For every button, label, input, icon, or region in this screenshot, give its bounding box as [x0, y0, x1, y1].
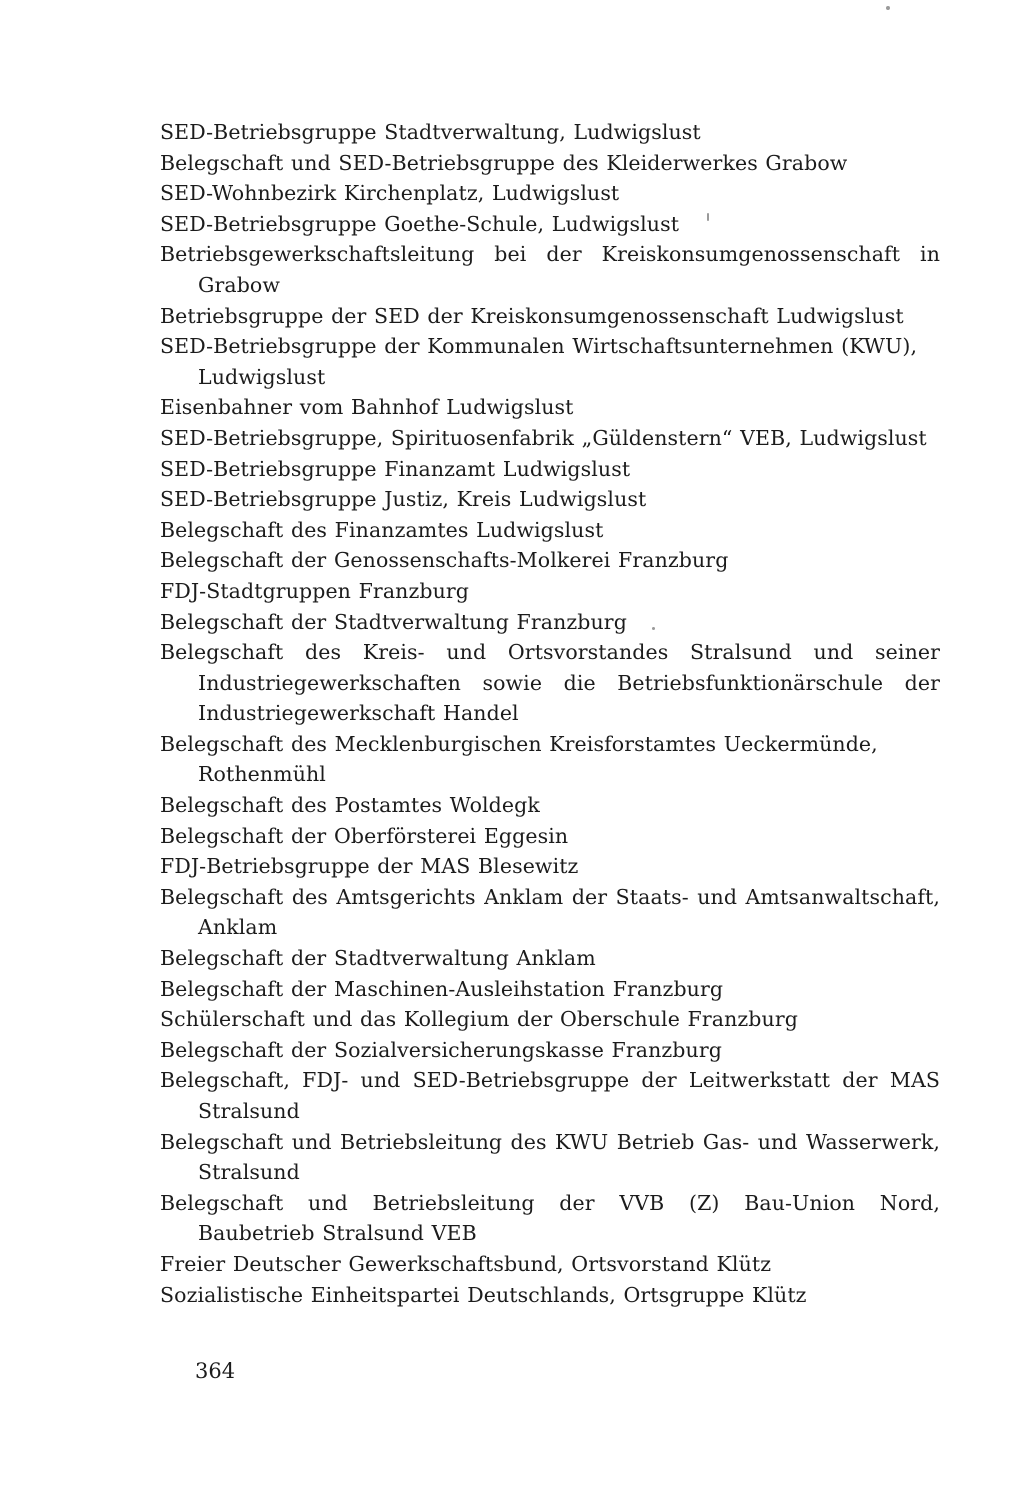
page-number: 364 — [195, 1359, 236, 1383]
list-item: SED-Betriebsgruppe der Kommunalen Wirtschaftsunternehmen (KWU), Ludwigslust — [160, 334, 918, 389]
list-item: SED-Betriebsgruppe Finanzamt Ludwigslust — [160, 456, 631, 481]
list-item: Belegschaft des Finanzamtes Ludwigslust — [160, 517, 604, 542]
list-item: Belegschaft der Oberförsterei Eggesin — [160, 823, 569, 848]
list-item: Belegschaft des Kreis- und Ortsvorstandes Stralsund und seiner Industriegewerkschaften sowie die Betriebsfunktionärschule der Industriegewerkschaft Handel — [160, 640, 940, 726]
list-item: Betriebsgruppe der SED der Kreiskonsumgenossenschaft Ludwigslust — [160, 303, 904, 328]
list-item: Belegschaft des Amtsgerichts Anklam der Staats- und Amtsanwaltschaft, Anklam — [160, 884, 940, 940]
list-item: Betriebsgewerkschaftsleitung bei der Kreiskonsumgenossenschaft in Grabow — [160, 242, 940, 297]
list-item: Eisenbahner vom Bahnhof Ludwigslust — [160, 395, 574, 420]
list-item: Belegschaft und Betriebsleitung der VVB (Z) Bau-Union Nord, Baubetrieb Stralsund VEB — [160, 1190, 940, 1246]
list-item: Belegschaft der Maschinen-Ausleihstation Franzburg — [160, 976, 724, 1001]
list-item: Belegschaft, FDJ- und SED-Betriebsgruppe der Leitwerkstatt der MAS Stralsund — [160, 1068, 940, 1123]
list-item: Sozialistische Einheitspartei Deutschlands, Ortsgruppe Klütz — [160, 1282, 807, 1307]
list-item: Freier Deutscher Gewerkschaftsbund, Ortsvorstand Klütz — [160, 1251, 772, 1276]
scan-speck — [886, 6, 890, 10]
list-item: Belegschaft und Betriebsleitung des KWU Betrieb Gas- und Wasserwerk, Stralsund — [160, 1129, 940, 1185]
list-item: FDJ-Betriebsgruppe der MAS Blesewitz — [160, 854, 579, 879]
list-item: SED-Betriebsgruppe Justiz, Kreis Ludwigslust — [160, 487, 647, 512]
list-item: Belegschaft des Postamtes Woldegk — [160, 793, 540, 818]
list-item: FDJ-Stadtgruppen Franzburg — [160, 578, 469, 603]
list-item: SED-Betriebsgruppe, Spirituosenfabrik „Güldenstern“ VEB, Ludwigslust — [160, 425, 927, 450]
list-item: SED-Betriebsgruppe Goethe-Schule, Ludwigslust — [160, 211, 680, 236]
list-item: Belegschaft der Sozialversicherungskasse Franzburg — [160, 1037, 722, 1062]
list-item: Schülerschaft und das Kollegium der Oberschule Franzburg — [160, 1007, 798, 1032]
list-item: Belegschaft der Stadtverwaltung Anklam — [160, 946, 596, 971]
list-item: SED-Betriebsgruppe Stadtverwaltung, Ludwigslust — [160, 120, 701, 144]
list-item: SED-Wohnbezirk Kirchenplatz, Ludwigslust — [160, 181, 620, 206]
list-item: Belegschaft der Stadtverwaltung Franzburg — [160, 609, 627, 634]
list-item: Belegschaft der Genossenschafts-Molkerei Franzburg — [160, 548, 729, 573]
list-item: Belegschaft und SED-Betriebsgruppe des Kleiderwerkes Grabow — [160, 150, 848, 175]
entry-list — [160, 117, 940, 1310]
list-item: Belegschaft des Mecklenburgischen Kreisforstamtes Ueckermünde, Rothenmühl — [160, 731, 878, 787]
